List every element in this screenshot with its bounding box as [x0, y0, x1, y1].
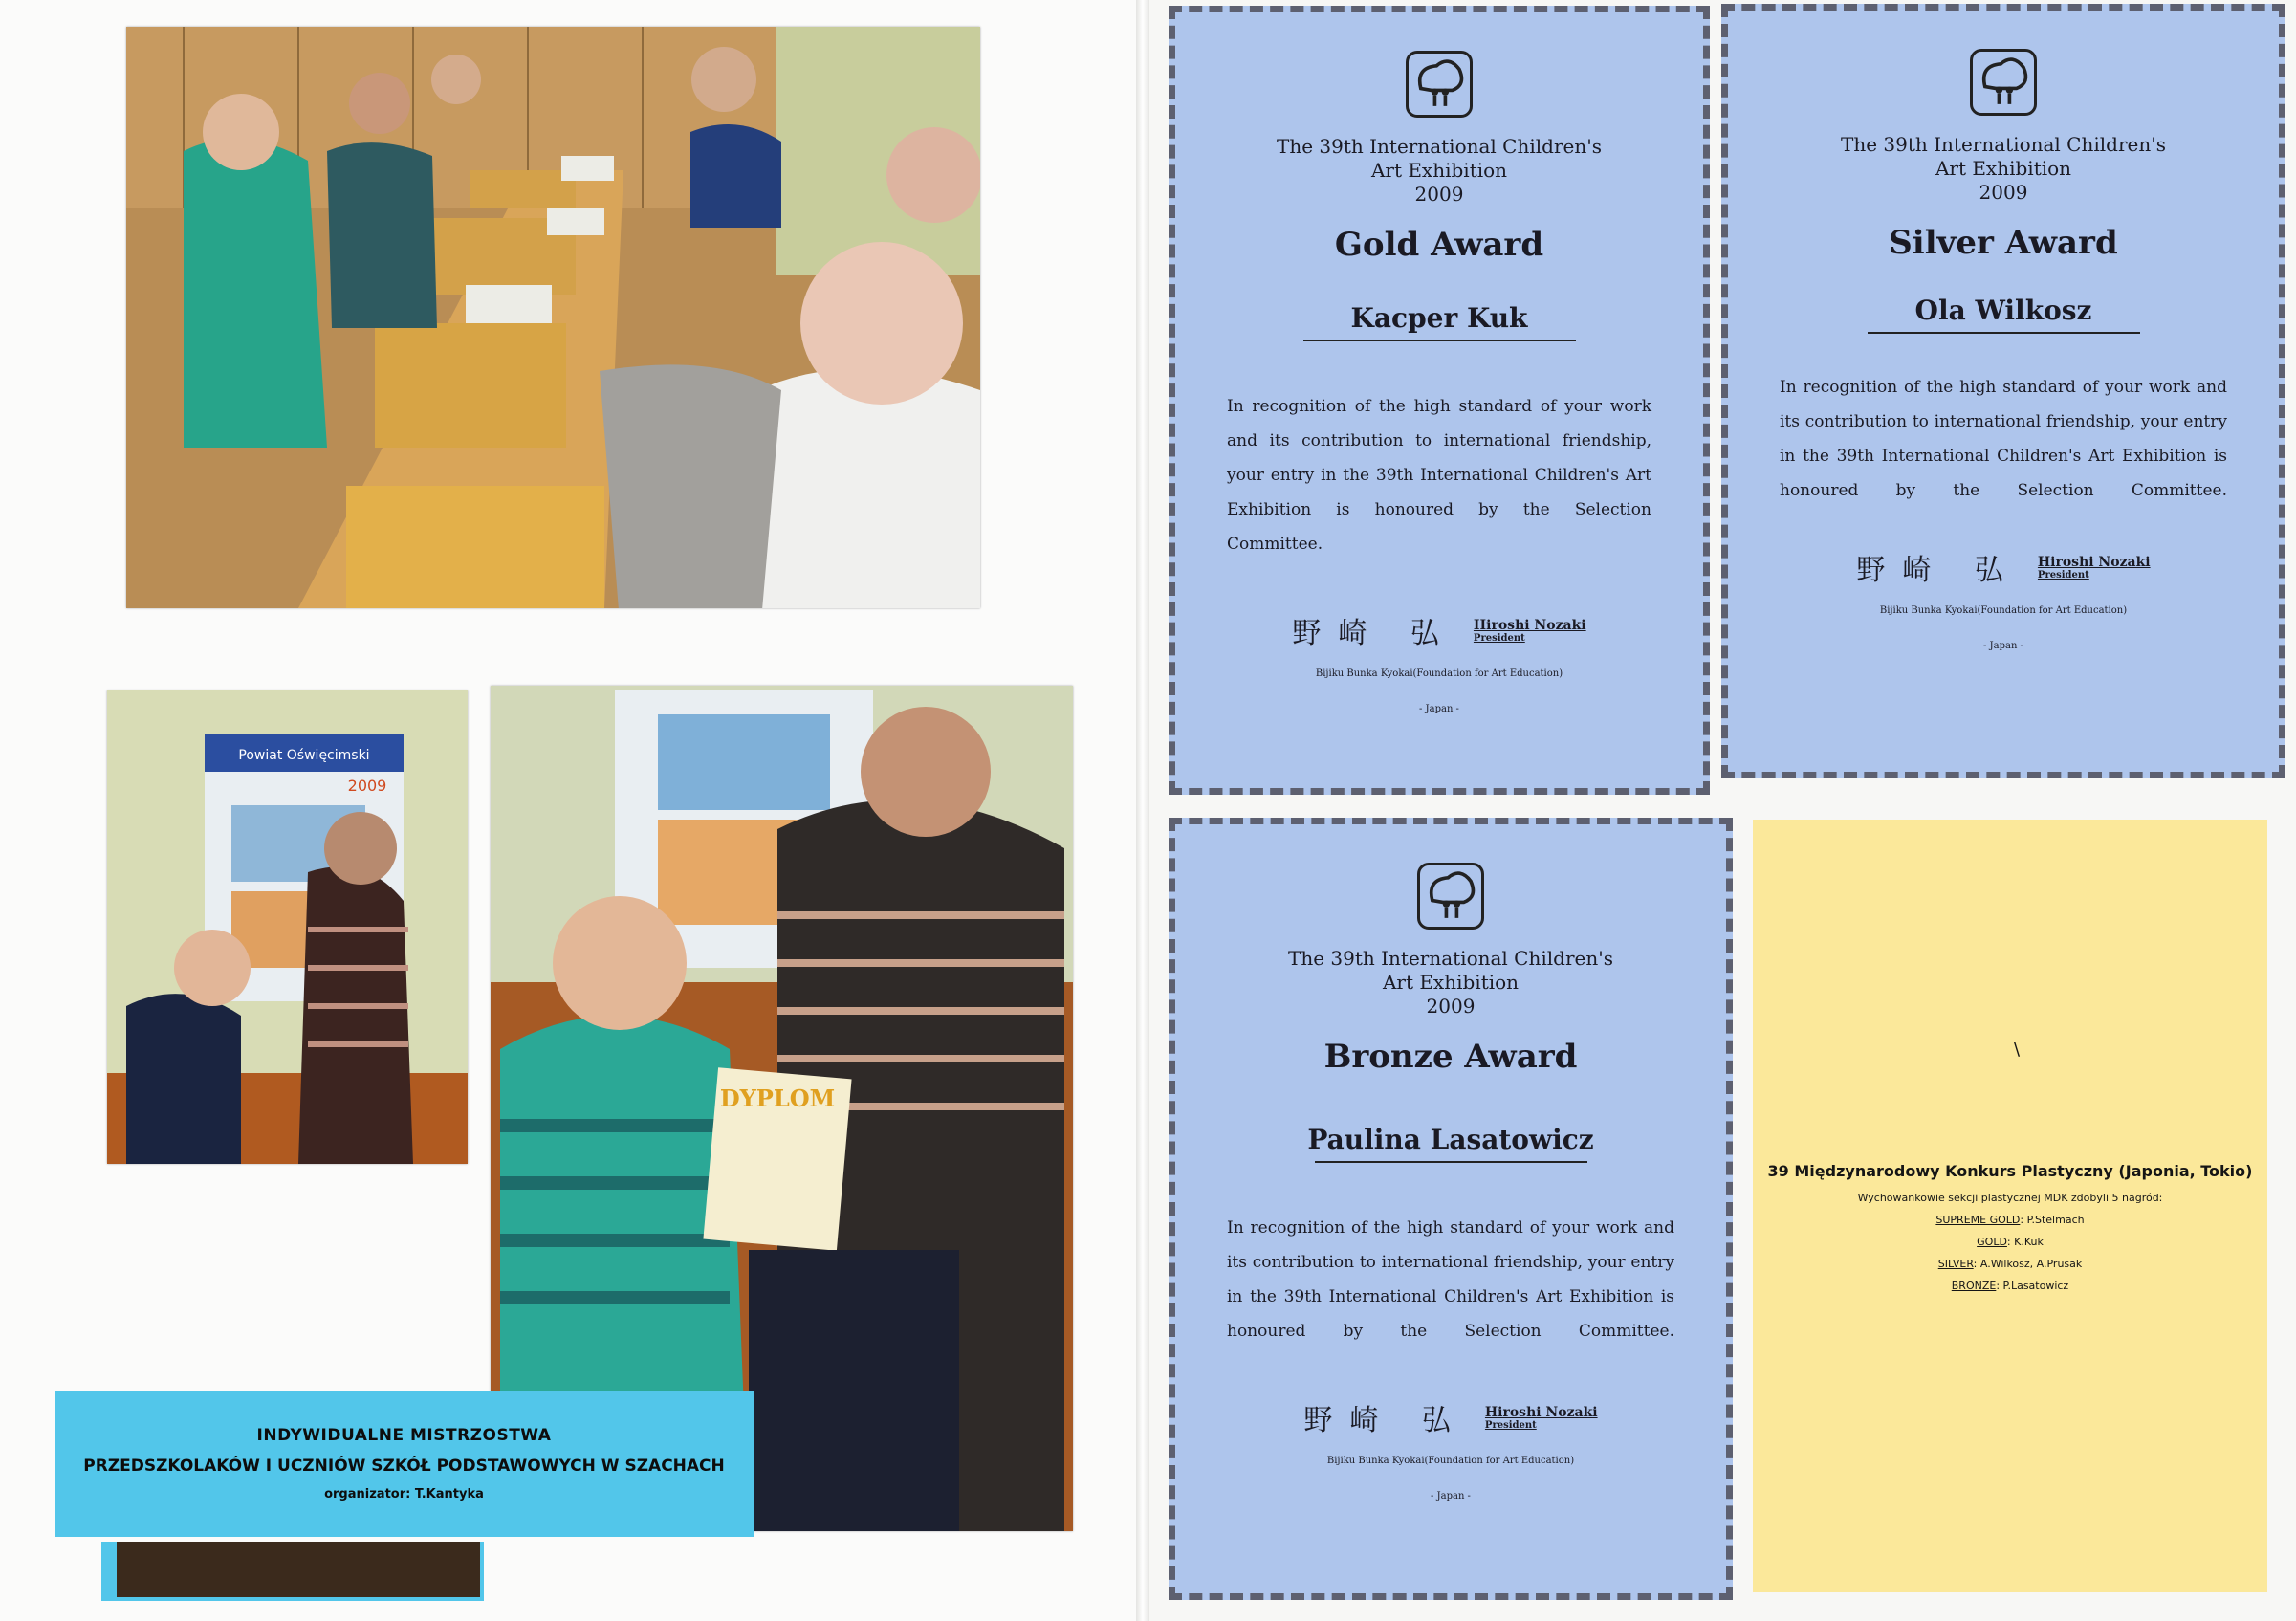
signatory-name: Hiroshi Nozaki — [1484, 1404, 1598, 1420]
exhibition-logo-icon — [1406, 51, 1473, 118]
citation-text: In recognition of the high standard of your work and its contribution to international friendship, your entry in the 39th International Children's Art Exhibition is honoured by the Selection Committee. — [1780, 378, 2227, 500]
exhibition-year: 2009 — [1426, 995, 1476, 1018]
exhibition-year: 2009 — [1414, 183, 1464, 206]
result-label: BRONZE — [1951, 1280, 1997, 1292]
exhibition-line-2: Art Exhibition — [1370, 159, 1508, 182]
citation-text: In recognition of the high standard of your work and its contribution to international friendship, your entry in the 39th International Children's Art Exhibition is honoured by the Selection Committee. — [1227, 1218, 1674, 1341]
result-label: GOLD — [1977, 1236, 2007, 1248]
result-row-supreme-gold: SUPREME GOLD: P.Stelmach — [1935, 1214, 2085, 1226]
country-label: - Japan - — [1431, 1491, 1471, 1501]
note-subheading: Wychowankowie sekcji plastycznej MDK zdobyli 5 nagród: — [1857, 1192, 2163, 1204]
signatory-title: President — [1473, 632, 1525, 644]
winner-name: Ola Wilkosz — [1914, 295, 2092, 326]
citation-text: In recognition of the high standard of your work and its contribution to international friendship, your entry in the 39th International Children's Art Exhibition is honoured by the Selection Committee. — [1227, 397, 1651, 554]
result-names: A.Wilkosz, A.Prusak — [1979, 1258, 2083, 1270]
results-summary-note — [1753, 820, 2267, 1592]
signature-block — [1175, 609, 1703, 651]
exhibition-line-2: Art Exhibition — [1382, 971, 1520, 994]
result-names: P.Stelmach — [2026, 1214, 2085, 1226]
caption-line-2: PRZEDSZKOLAKÓW I UCZNIÓW SZKÓŁ PODSTAWOWYCH W SZACHACH — [83, 1457, 725, 1476]
award-title: Gold Award — [1334, 226, 1544, 264]
country-label: - Japan - — [1419, 704, 1459, 714]
exhibition-name — [1728, 133, 2279, 205]
diploma-title: DYPLOM — [719, 1084, 836, 1112]
exhibition-logo-icon — [1417, 863, 1484, 930]
medal-ceremony-photo — [107, 690, 468, 1164]
signatory-name: Hiroshi Nozaki — [1473, 617, 1586, 633]
signature-kanji: 野崎 弘 — [1292, 617, 1456, 650]
exhibition-name — [1175, 947, 1726, 1019]
calendar-year: 2009 — [347, 777, 387, 795]
award-title: Silver Award — [1889, 224, 2118, 262]
tournament-caption — [55, 1391, 754, 1537]
foundation-name: Bijiku Bunka Kyokai(Foundation for Art Education) — [1315, 668, 1563, 679]
winner-underline — [1315, 1161, 1587, 1163]
result-names: P.Lasatowicz — [2002, 1280, 2069, 1292]
album-spine — [1136, 0, 1149, 1621]
winner-name: Kacper Kuk — [1350, 302, 1528, 334]
award-title: Bronze Award — [1323, 1038, 1578, 1076]
foundation-name: Bijiku Bunka Kyokai(Foundation for Art Education) — [1326, 1456, 1575, 1466]
chess-tournament-photo — [126, 27, 980, 608]
signature-kanji: 野崎 弘 — [1856, 554, 2021, 587]
caption-line-1: INDYWIDUALNE MISTRZOSTWA — [256, 1426, 552, 1445]
medal-scene — [107, 690, 468, 1164]
result-row-bronze: BRONZE: P.Lasatowicz — [1951, 1280, 2069, 1292]
calendar-label: Powiat Oświęcimski — [238, 748, 370, 763]
exhibition-year: 2009 — [1979, 181, 2028, 204]
exhibition-line-1: The 39th International Children's — [1840, 133, 2166, 156]
winner-underline — [1303, 340, 1576, 341]
note-heading: 39 Międzynarodowy Konkurs Plastyczny (Japonia, Tokio) — [1767, 1162, 2253, 1180]
exhibition-line-2: Art Exhibition — [1935, 157, 2072, 180]
foundation-name: Bijiku Bunka Kyokai(Foundation for Art Education) — [1879, 605, 2128, 616]
result-names: K.Kuk — [2014, 1236, 2044, 1248]
silver-award-certificate — [1721, 4, 2285, 778]
signature-block — [1175, 1396, 1726, 1438]
exhibition-line-1: The 39th International Children's — [1276, 135, 1602, 158]
result-label: SUPREME GOLD — [1935, 1214, 2021, 1226]
signature-kanji: 野崎 弘 — [1303, 1404, 1468, 1437]
signatory-title: President — [1484, 1419, 1537, 1431]
bronze-award-certificate — [1169, 818, 1733, 1600]
exhibition-logo-icon — [1970, 49, 2037, 116]
winner-name: Paulina Lasatowicz — [1307, 1124, 1594, 1155]
country-label: - Japan - — [1983, 641, 2023, 651]
result-label: SILVER — [1937, 1258, 1974, 1270]
caption-organizer: organizator: T.Kantyka — [324, 1487, 484, 1501]
chess-room-scene — [126, 27, 980, 608]
result-row-gold: GOLD: K.Kuk — [1977, 1236, 2044, 1248]
winner-underline — [1868, 332, 2140, 334]
result-row-silver: SILVER: A.Wilkosz, A.Prusak — [1937, 1258, 2083, 1270]
signatory-name: Hiroshi Nozaki — [2037, 554, 2151, 570]
signatory-title: President — [2037, 569, 2089, 580]
pen-mark: \ — [2014, 1040, 2021, 1060]
gold-award-certificate — [1169, 6, 1710, 795]
exhibition-line-1: The 39th International Children's — [1287, 947, 1613, 970]
exhibition-name — [1175, 135, 1703, 207]
partial-photo-strip — [101, 1542, 484, 1601]
signature-block — [1728, 546, 2279, 588]
partial-photo — [117, 1542, 480, 1597]
